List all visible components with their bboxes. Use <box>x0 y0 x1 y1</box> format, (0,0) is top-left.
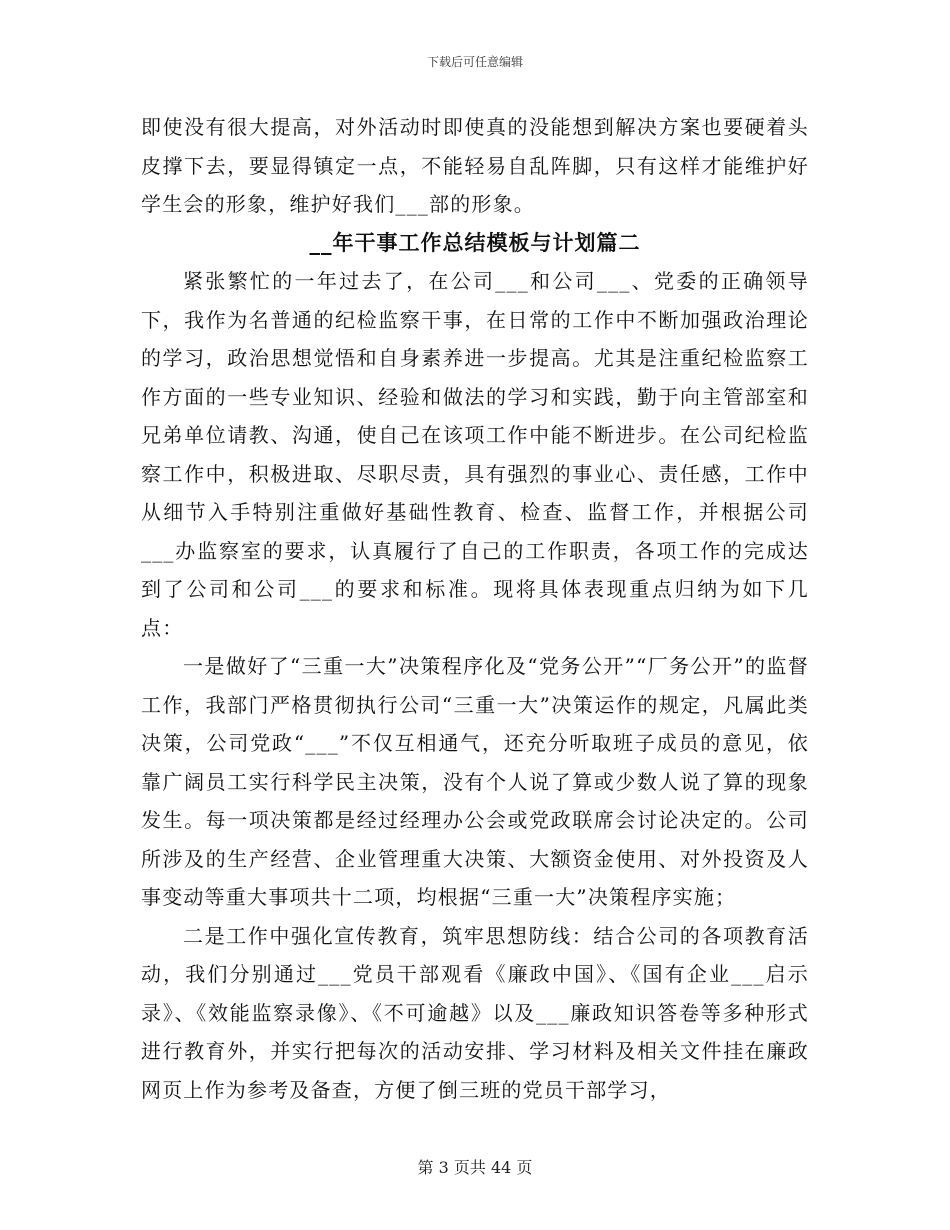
continued-paragraph: 即使没有很大提高，对外活动时即使真的没能想到解决方案也要硬着头皮撑下去，要显得镇定一点，不能轻易自乱阵脚，只有这样才能维护好学生会的形象，维护好我们___部的形象。 <box>141 115 809 216</box>
paragraph-intro: 紧张繁忙的一年过去了，在公司___和公司___、党委的正确领导下，我作为名普通的纪检监察干事，在日常的工作中不断加强政治理论的学习，政治思想觉悟和自身素养进一步提高。尤其是注重纪检监察工作方面的一些专业知识、经验和做法的学习和实践，勤于向主管部室和兄弟单位请教、沟通，使自己在该项工作中能不断进步。在公司纪检监察工作中，积极进取、尽职尽责，具有强烈的事业心、责任感，工作中从细节入手特别注重做好基础性教育、检查、监督工作，并根据公司___办监察室的要求，认真履行了自己的工作职责，各项工作的完成达到了公司和公司___的要求和标准。现将具体表现重点归纳为如下几点： <box>141 269 809 640</box>
page-number: 第 3 页共 44 页 <box>417 1158 533 1177</box>
document-body <box>141 108 809 1109</box>
page-header: 下载后可任意编辑 <box>426 55 523 69</box>
paragraph-point-two: 二是工作中强化宣传教育，筑牢思想防线：结合公司的各项教育活动，我们分别通过___党员干部观看《廉政中国》、《国有企业___启示录》、《效能监察录像》、《不可逾越》以及___廉政知识答卷等多种形式进行教育外，并实行把每次的活动安排、学习材料及相关文件挂在廉政网页上作为参考及备查，方便了倒三班的党员干部学习， <box>141 923 809 1102</box>
paragraph-point-one: 一是做好了“三重一大”决策程序化及“党务公开”“厂务公开”的监督工作，我部门严格贯彻执行公司“三重一大”决策运作的规定，凡属此类决策，公司党政“___”不仅互相通气，还充分听取班子成员的意见，依靠广阔员工实行科学民主决策，没有个人说了算或少数人说了算的现象发生。每一项决策都是经过经理办公会或党政联席会讨论决定的。公司所涉及的生产经营、企业管理重大决策、大额资金使用、对外投资及人事变动等重大事项共十二项，均根据“三重一大”决策程序实施； <box>141 654 809 909</box>
section-title: __年干事工作总结模板与计划篇二 <box>309 229 641 255</box>
